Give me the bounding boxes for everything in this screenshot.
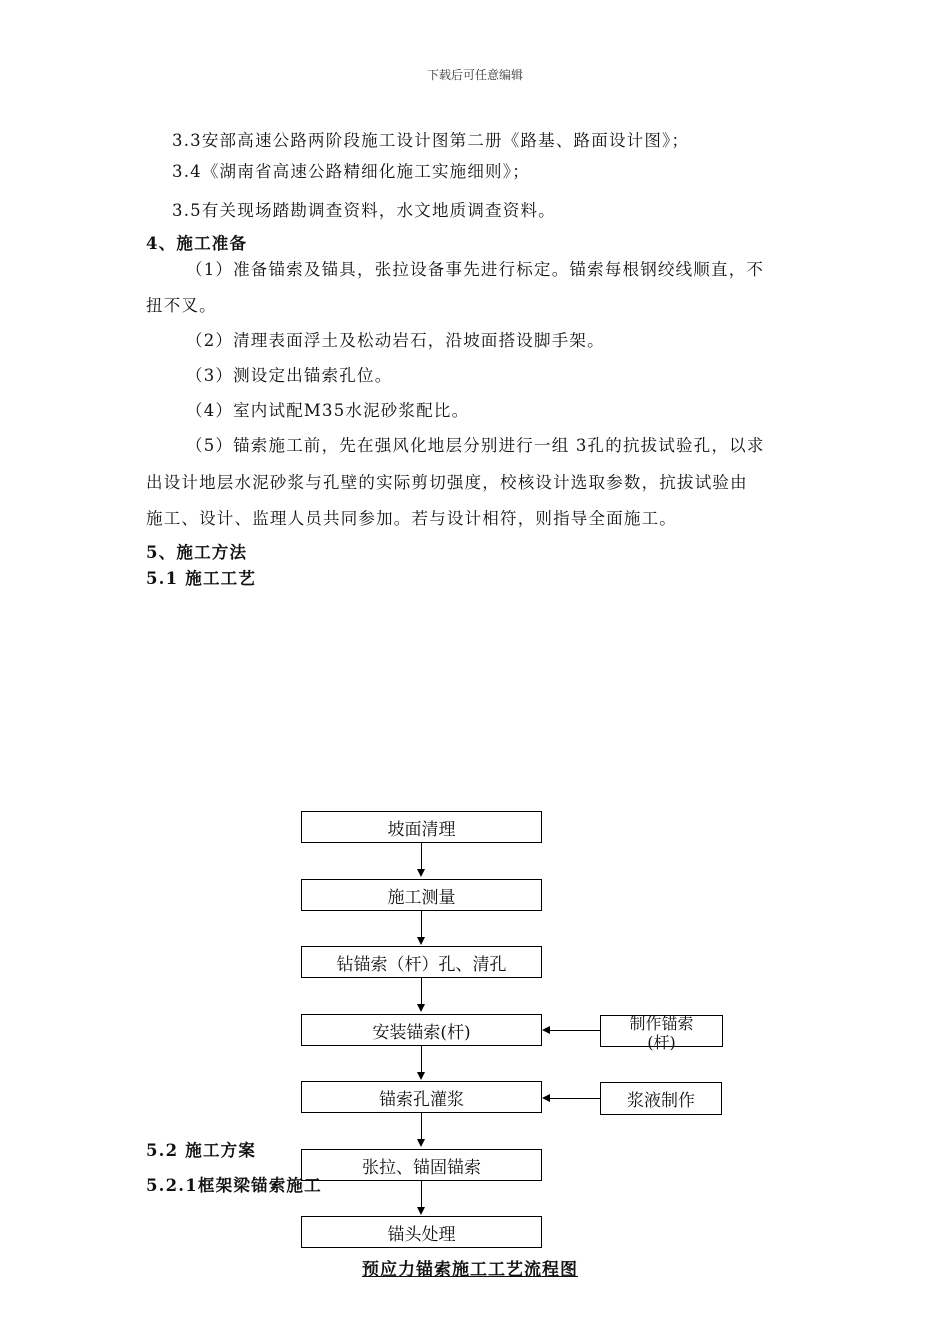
arrow-down-icon: [417, 869, 425, 877]
flow-side-make-anchor-line2: (杆): [647, 1033, 676, 1052]
arrow-left-icon: [542, 1094, 550, 1102]
prep-item-3: （3）测设定出锚索孔位。: [186, 366, 393, 385]
arrow-down-icon: [417, 1207, 425, 1215]
arrow-down-icon: [417, 1004, 425, 1012]
flow-side-grout-making: 浆液制作: [600, 1082, 722, 1115]
prep-item-5-line3: 施工、设计、监理人员共同参加。若与设计相符，则指导全面施工。: [146, 509, 677, 528]
arrow-down-icon: [417, 1139, 425, 1147]
section-4-title: 4、施工准备: [146, 234, 248, 253]
flow-step-survey: 施工测量: [301, 879, 542, 911]
prep-item-5-line2: 出设计地层水泥砂浆与孔壁的实际剪切强度，校核设计选取参数，抗拔试验由: [146, 473, 748, 492]
flow-step-drill-hole: 钻锚索（杆）孔、清孔: [301, 946, 542, 978]
prep-item-1-line2: 扭不叉。: [146, 296, 217, 315]
flow-side-make-anchor-line1: 制作锚索: [629, 1014, 694, 1033]
ref-3-3: 3.3安部高速公路两阶段施工设计图第二册《路基、路面设计图》；: [172, 131, 690, 150]
prep-item-5-line1: （5）锚索施工前，先在强风化地层分别进行一组 3孔的抗拔试验孔，以求: [186, 436, 765, 455]
flow-connector: [421, 910, 422, 938]
flow-side-make-anchor: [600, 1014, 723, 1052]
prep-item-4: （4）室内试配M35水泥砂浆配比。: [186, 401, 470, 420]
flow-connector: [421, 1045, 422, 1073]
flow-connector: [421, 1112, 422, 1140]
section-5-title: 5、施工方法: [146, 543, 248, 562]
prep-item-2: （2）清理表面浮土及松动岩石，沿坡面搭设脚手架。: [186, 331, 605, 350]
arrow-down-icon: [417, 1072, 425, 1080]
flow-connector: [421, 842, 422, 870]
flow-step-anchor-head: 锚头处理: [301, 1216, 542, 1248]
flow-connector: [421, 1180, 422, 1208]
flow-step-tensioning: 张拉、锚固锚索: [301, 1149, 542, 1181]
arrow-down-icon: [417, 937, 425, 945]
flow-step-slope-cleanup: 坡面清理: [301, 811, 542, 843]
page-header: 下载后可任意编辑: [426, 68, 523, 82]
side-connector: [548, 1098, 600, 1099]
flow-connector: [421, 977, 422, 1005]
side-connector: [548, 1030, 600, 1031]
ref-3-5: 3.5有关现场踏勘调查资料，水文地质调查资料。: [172, 201, 556, 220]
flow-step-grouting: 锚索孔灌浆: [301, 1081, 542, 1113]
flowchart-caption: 预应力锚索施工工艺流程图: [362, 1260, 578, 1280]
prep-item-1-line1: （1）准备锚索及锚具，张拉设备事先进行标定。锚索每根钢绞线顺直，不: [186, 260, 765, 279]
section-5-1-title: 5.1 施工工艺: [146, 569, 257, 588]
section-5-2-1-title: 5.2.1框架梁锚索施工: [146, 1176, 322, 1195]
section-5-2-title: 5.2 施工方案: [146, 1141, 257, 1160]
ref-3-4: 3.4《湖南省高速公路精细化施工实施细则》；: [172, 162, 530, 181]
arrow-left-icon: [542, 1026, 550, 1034]
flow-step-install-anchor: 安装锚索(杆): [301, 1014, 542, 1046]
